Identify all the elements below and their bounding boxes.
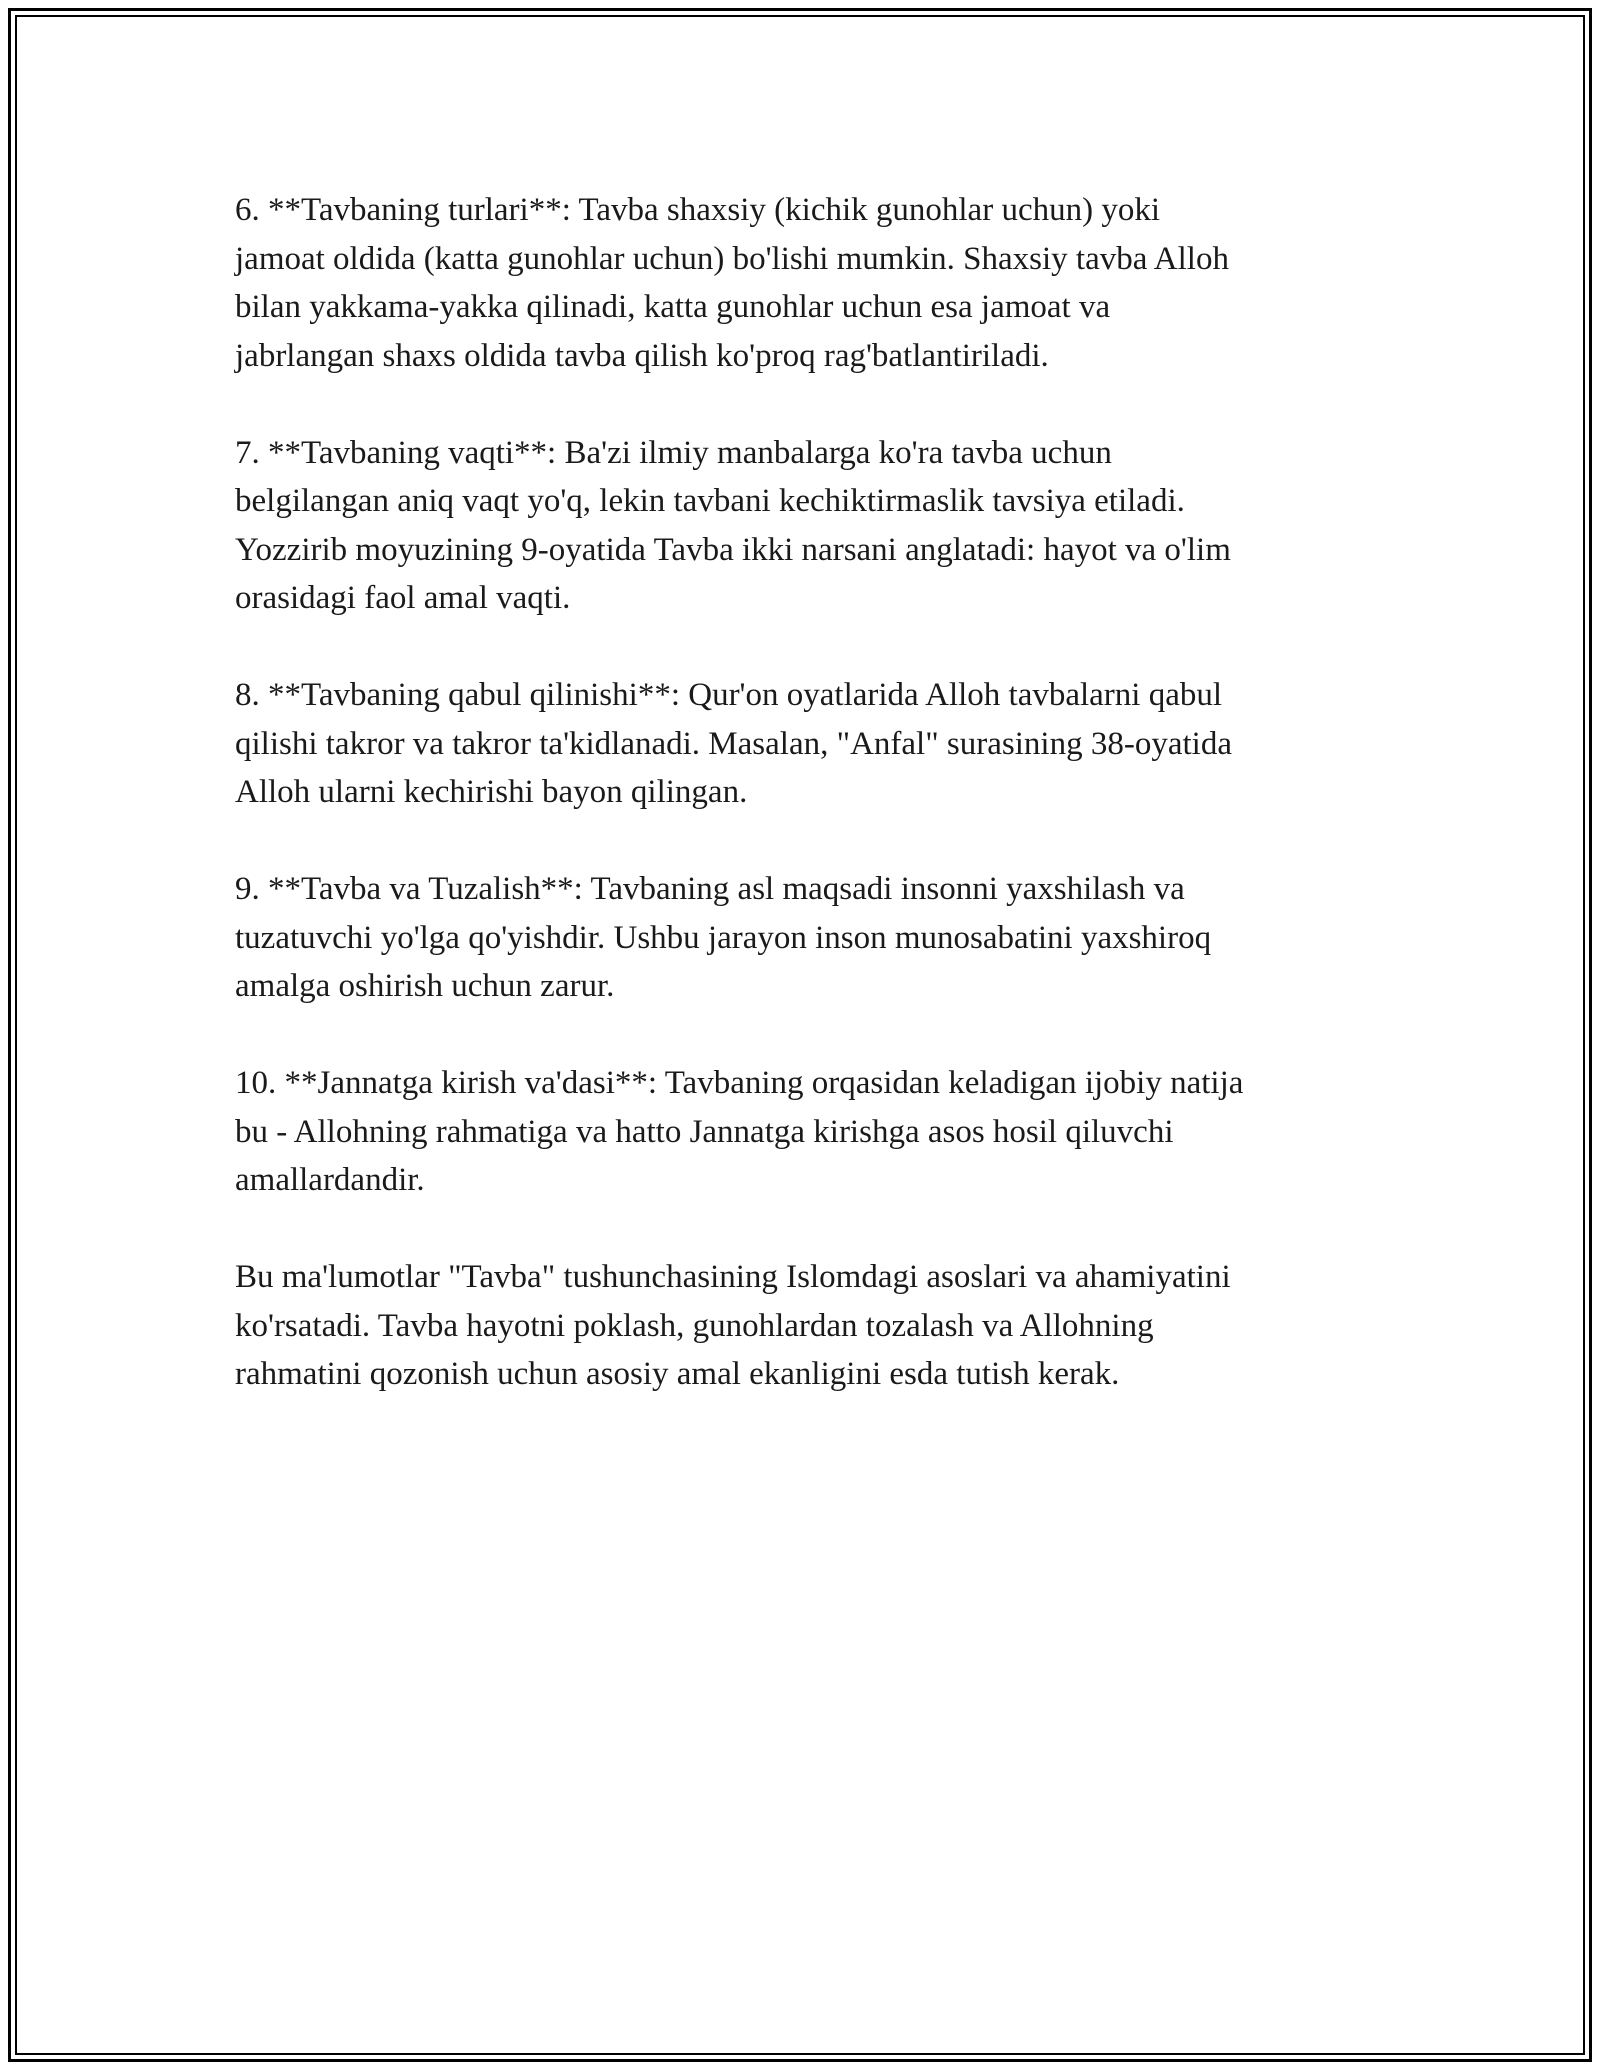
paragraph-item-10: 10. **Jannatga kirish va'dasi**: Tavbaning orqasidan keladigan ijobiy natija bu - Allohning rahmatiga va hatto Jannatga kirishga asos hosil qiluvchi amallardandir. xyxy=(235,1065,1244,1198)
paragraph-item-8: 8. **Tavbaning qabul qilinishi**: Qur'on oyatlarida Alloh tavbalarni qabul qilishi takror va takror ta'kidlanadi. Masalan, "Anfal" surasining 38-oyatida Alloh ularni kechirishi bayon qilingan. xyxy=(235,677,1232,810)
paragraph-conclusion: Bu ma'lumotlar "Tavba" tushunchasining Islomdagi asoslari va ahamiyatini ko'rsatadi. Tavba hayotni poklash, gunohlardan tozalash va Allohning rahmatini qozonish uchun asosiy amal ekanligini esda tutish kerak. xyxy=(235,1259,1231,1392)
paragraph-item-7: 7. **Tavbaning vaqti**: Ba'zi ilmiy manbalarga ko'ra tavba uchun belgilangan aniq vaqt yo'q, lekin tavbani kechiktirmaslik tavsiya etiladi. Yozzirib moyuzining 9-oyatida Tavba ikki narsani anglatadi: hayot va o'lim orasidagi faol amal vaqti. xyxy=(235,434,1231,616)
document-body xyxy=(235,186,1375,1447)
paragraph-item-6: 6. **Tavbaning turlari**: Tavba shaxsiy (kichik gunohlar uchun) yoki jamoat oldida (katta gunohlar uchun) bo'lishi mumkin. Shaxsiy tavba Alloh bilan yakkama-yakka qilinadi, katta gunohlar uchun esa jamoat va jabrlangan shaxs oldida tavba qilish ko'proq rag'batlantiriladi. xyxy=(235,192,1229,374)
paragraph-item-9: 9. **Tavba va Tuzalish**: Tavbaning asl maqsadi insonni yaxshilash va tuzatuvchi yo'lga qo'yishdir. Ushbu jarayon inson munosabatini yaxshiroq amalga oshirish uchun zarur. xyxy=(235,871,1212,1004)
